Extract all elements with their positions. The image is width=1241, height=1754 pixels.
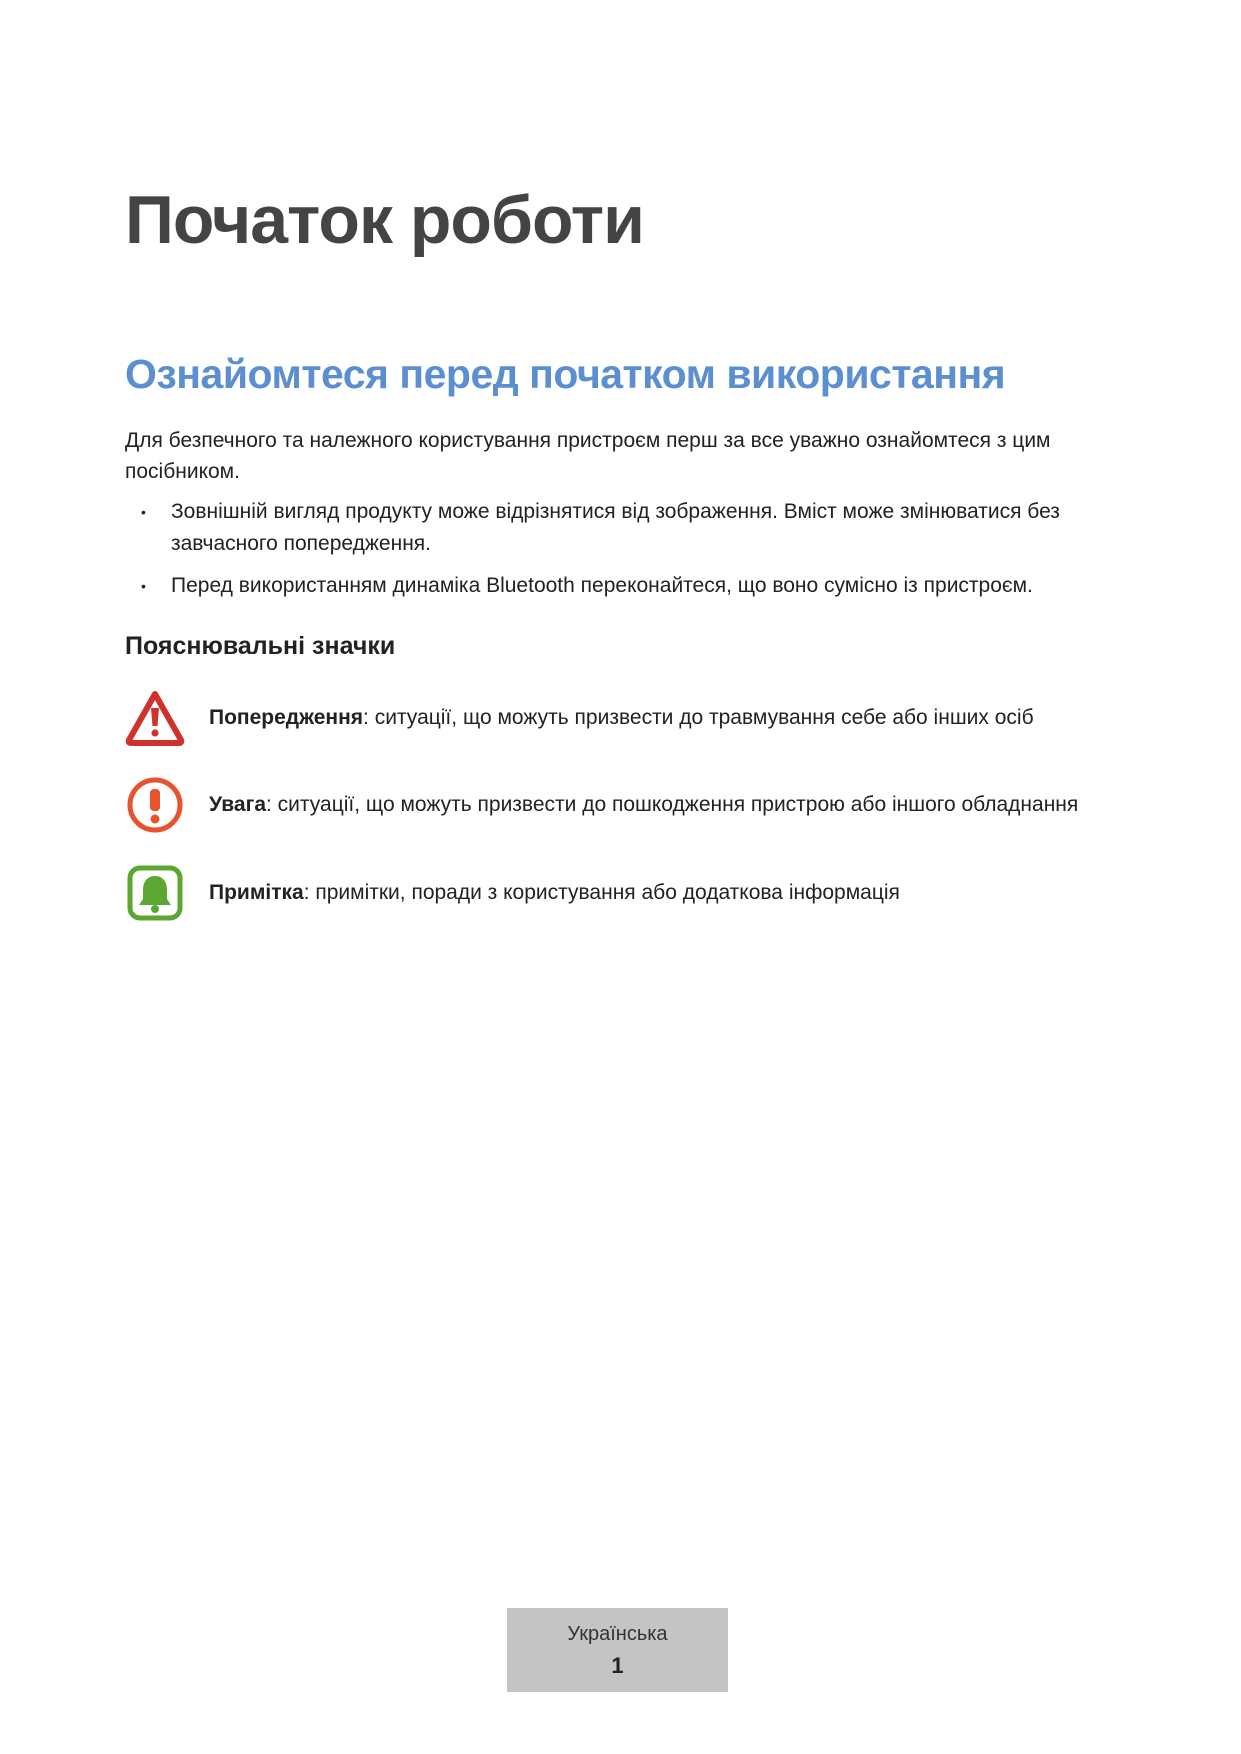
note-bell-icon: [125, 863, 185, 923]
icon-legend-note: [125, 863, 1125, 923]
section-title: Ознайомтеся перед початком використання: [125, 351, 1006, 397]
list-item-text: Зовнішній вигляд продукту може відрізнятися від зображення. Вміст може змінюватися без завчасного попередження.: [171, 500, 1060, 555]
icon-legend-text: Увага: ситуації, що можуть призвести до пошкодження пристрою або іншого обладнання: [209, 793, 1079, 816]
icon-legend-text: Примітка: примітки, поради з користування або додаткова інформація: [209, 881, 900, 904]
list-item: [125, 496, 1115, 560]
intro-paragraph: Для безпечного та належного користування пристроєм перш за все уважно ознайомтеся з цим посібником.: [125, 429, 1051, 483]
chapter-title: Початок роботи: [125, 182, 644, 258]
icon-legend-warning: [125, 688, 1125, 748]
list-item: [125, 570, 1115, 602]
list-item-text: Перед використанням динаміка Bluetooth переконайтеся, що воно сумісно із пристроєм.: [171, 574, 1033, 597]
icon-legend-text: Попередження: ситуації, що можуть призвести до травмування себе або інших осіб: [209, 706, 1034, 729]
bullet-icon: •: [141, 578, 146, 594]
caution-exclamation-icon: [125, 775, 185, 835]
icon-legend-label: Увага: [209, 793, 267, 816]
notes-list: [125, 496, 1115, 612]
icon-legend-label: Попередження: [209, 706, 364, 729]
icons-section-title: Пояснювальні значки: [125, 632, 396, 660]
page-footer: [507, 1608, 728, 1692]
icon-legend-label: Примітка: [209, 881, 304, 904]
bullet-icon: •: [141, 504, 146, 520]
page-number: 1: [611, 1653, 624, 1678]
footer-language: Українська: [567, 1623, 668, 1645]
icon-legend-caution: [125, 775, 1125, 835]
warning-triangle-icon: [125, 688, 185, 748]
